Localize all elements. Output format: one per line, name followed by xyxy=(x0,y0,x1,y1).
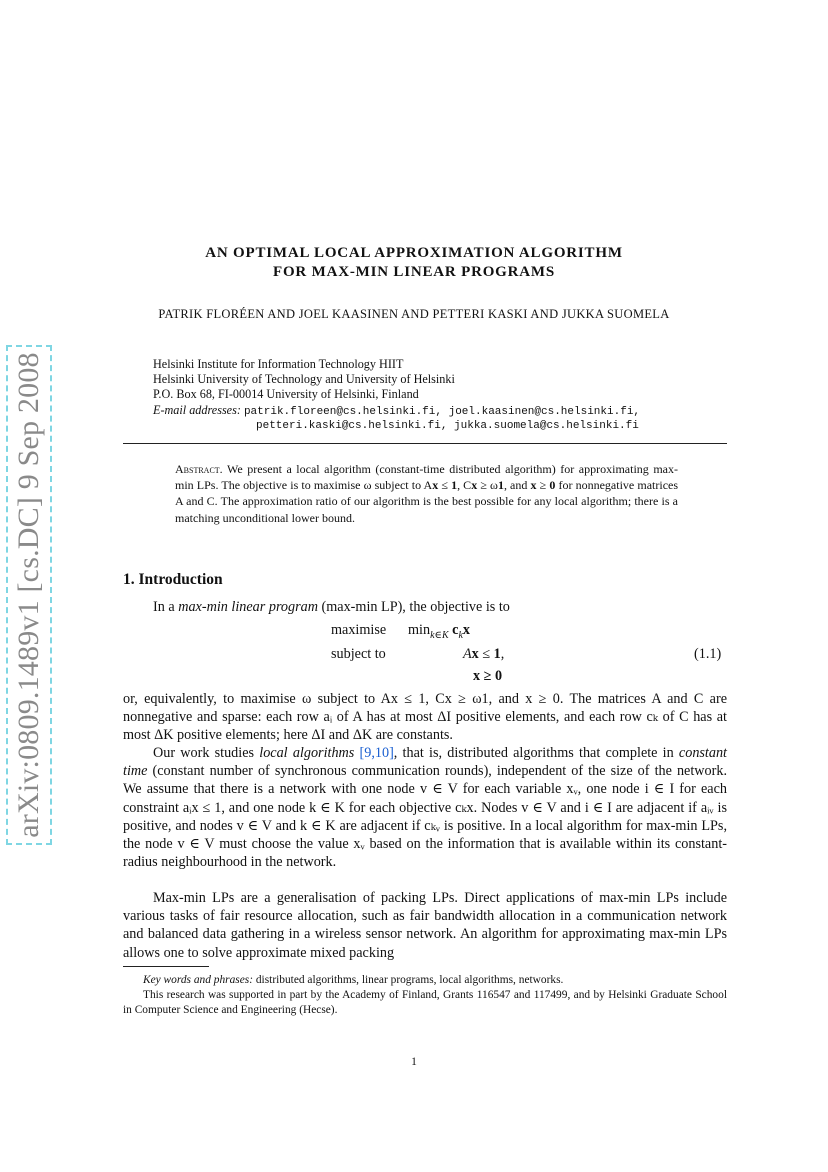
eq-constraint-1: Ax ≤ 1, xyxy=(463,646,505,662)
footnote-funding: This research was supported in part by the Academy of Finland, Grants 116547 and 117499, and by Helsinki Graduate School in Computer Science and Engineering (Hecse). xyxy=(123,989,727,1016)
abstract-text-1: We present a local algorithm (constant-time distributed algorithm) for approximating max-min LPs. The objective is to maximise ω subject to A xyxy=(175,462,678,493)
affiliation-line-2: Helsinki University of Technology and University of Helsinki xyxy=(153,372,455,386)
citation-link[interactable]: [9,10] xyxy=(359,745,394,761)
footnote-keywords xyxy=(123,973,727,988)
section-heading: 1. Introduction xyxy=(123,571,223,588)
paragraph-applications: Max-min LPs are a generalisation of packing LPs. Direct applications of max-min LPs include various tasks of fair resource allocation, such as fair bandwidth allocation in a communication network and balanced data gathering in a wireless sensor network. An algorithm for approximating max-min LPs allows one to solve approximate mixed packing xyxy=(123,890,727,961)
eq-subject-to: subject to xyxy=(331,646,386,662)
eq-objective: $\min_{k\in K} c_kx$ xyxy=(408,622,471,641)
para2-text-a: Our work studies xyxy=(153,745,260,761)
para2-emphasis-2: constant time xyxy=(123,745,727,780)
email-addresses-1[interactable]: patrik.floreen@cs.helsinki.fi, joel.kaasinen@cs.helsinki.fi, xyxy=(243,406,641,418)
email-addresses-2[interactable]: petteri.kaski@cs.helsinki.fi, jukka.suomela@cs.helsinki.fi xyxy=(256,420,639,432)
abstract-label: Abstract. xyxy=(175,462,223,476)
para2-text-c: (constant number of synchronous communication rounds), independent of the size of the network. We assume that there is a network with one node v ∈ V for each variable xᵥ, one node i ∈ I for each constraint aᵢx ≤ 1, and one node k ∈ K for each objective cₖx. Nodes v ∈ V and i ∈ I are adjacent if aᵢᵥ is positive, and nodes v ∈ V and k ∈ K are adjacent if cₖᵥ is positive. In a local algorithm for max-min LPs, the node v ∈ V must choose the value xᵥ based on the information that is available within its constant-radius neighbourhood in the network. xyxy=(123,763,727,871)
abstract-text-2: ≤ xyxy=(438,478,452,493)
intro-text-a: In a xyxy=(153,599,179,615)
intro-text-b: (max-min LP), the objective is to xyxy=(317,599,510,615)
eq-matrix-a: A xyxy=(463,646,472,662)
title-line-1: AN OPTIMAL LOCAL APPROXIMATION ALGORITHM xyxy=(205,245,623,261)
title-line-2: FOR MAX-MIN LINEAR PROGRAMS xyxy=(273,264,555,280)
abstract-text-4: ≥ ω xyxy=(477,478,498,493)
affiliation-line-1: Helsinki Institute for Information Technology HIIT xyxy=(153,357,404,371)
eq-maximise: maximise xyxy=(331,622,387,638)
intro-paragraph xyxy=(123,598,727,616)
abstract: Abstract. We present a local algorithm (constant-time distributed algorithm) for approximating max-min LPs. The objective is to maximise ω subject to Ax ≤ 1, Cx ≥ ω1, and x ≥ 0 for nonnegative matrices A and C. The approximation ratio of our algorithm is the best possible for any local algorithm; there is a matching unconditional lower bound. xyxy=(175,462,679,525)
para2-emphasis-1: local algorithms xyxy=(259,745,355,761)
abstract-text-6: ≥ xyxy=(536,478,550,493)
intro-emphasis: max-min linear program xyxy=(178,599,318,615)
header-rule xyxy=(123,443,727,444)
paragraph-local-algorithms xyxy=(123,744,727,871)
page-number: 1 xyxy=(411,1056,417,1068)
paragraph-equivalent: or, equivalently, to maximise ω subject to Ax ≤ 1, Cx ≥ ω1, and x ≥ 0. The matrices A and C are nonnegative and sparse: each row aᵢ of A has at most ΔI positive elements, and each row cₖ of C has at most ΔK positive elements; here ΔI and ΔK are constants. xyxy=(123,691,727,744)
abstract-text-5: , and xyxy=(503,478,531,493)
para2-text-b: , that is, distributed algorithms that complete in xyxy=(393,745,679,761)
keywords-label: Key words and phrases: xyxy=(143,974,254,986)
paper-title xyxy=(0,244,828,282)
affiliation-line-3: P.O. Box 68, FI-00014 University of Helsinki, Finland xyxy=(153,387,419,401)
arxiv-stamp-text: arXiv:0809.1489v1 [cs.DC] 9 Sep 2008 xyxy=(12,352,45,838)
email-label: E-mail addresses: xyxy=(153,403,241,417)
equation-number: (1.1) xyxy=(694,646,722,662)
eq-constraint-2: x ≥ 0 xyxy=(473,668,503,684)
footnote-rule xyxy=(123,966,209,967)
eq-min: min xyxy=(408,622,431,638)
abstract-text-3: , C xyxy=(457,478,472,493)
author-list: PATRIK FLORÉEN AND JOEL KAASINEN AND PETTERI KASKI AND JUKKA SUOMELA xyxy=(158,307,670,321)
email-line-1 xyxy=(153,403,640,420)
keywords-text: distributed algorithms, linear programs, local algorithms, networks. xyxy=(253,974,564,986)
abstract-text-7: for nonnegative matrices A and C. The approximation ratio of our algorithm is the best possible for any local algorithm; there is a matching unconditional lower bound. xyxy=(175,478,679,525)
arxiv-stamp xyxy=(6,345,52,845)
